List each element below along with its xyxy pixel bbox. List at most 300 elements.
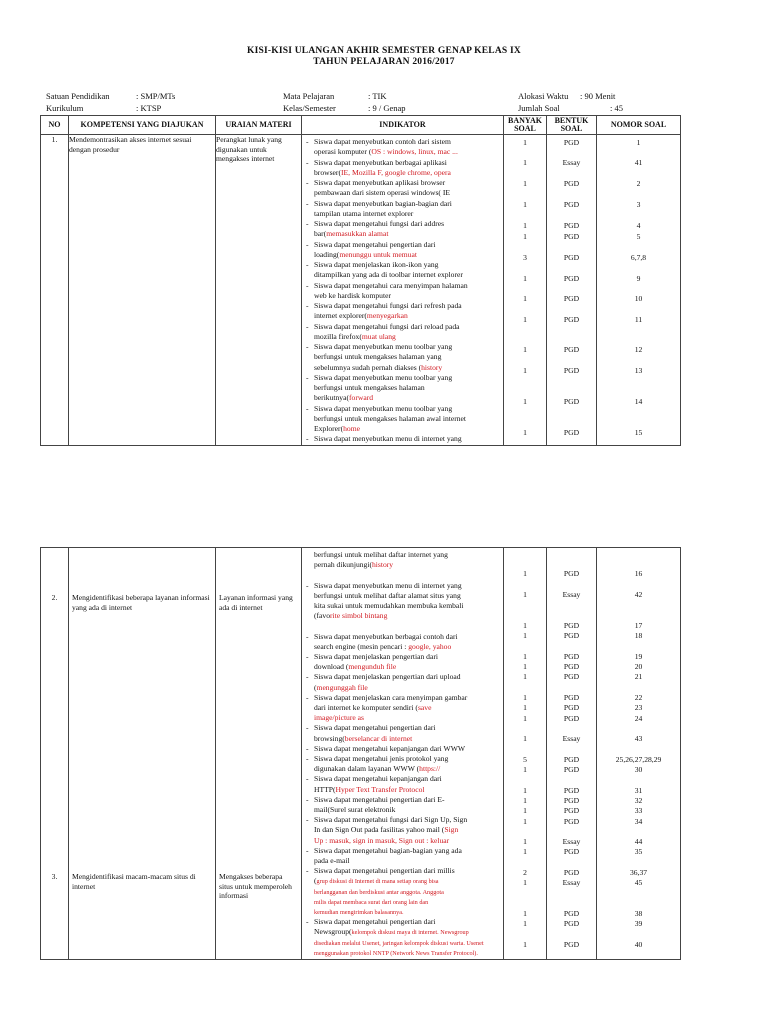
bentuk-soal-value: Essay	[562, 158, 581, 167]
bentuk-soal-value: PGD	[563, 868, 580, 877]
indicator-answer: grup diskusi di Internet di mana setiap orang bisa	[316, 878, 439, 886]
indicator-answer: OS : windows, linux, mac ...	[371, 147, 458, 157]
indicator-line	[304, 856, 501, 866]
indicator-text: (	[314, 876, 317, 886]
indicator-line	[304, 825, 501, 835]
indicator-line	[304, 137, 501, 147]
indicator-line	[304, 219, 501, 229]
nomor-soal-value: 38	[634, 909, 643, 918]
indicator-line	[304, 550, 501, 560]
indicator-line	[304, 322, 501, 332]
nomor-soal-value: 33	[634, 806, 643, 815]
nomor-soal-value: 15	[634, 428, 643, 437]
indicator-line	[304, 383, 501, 393]
row-materi-2: Layanan informasi yang ada di internet	[219, 593, 293, 612]
indicator-text: mail(Surel surat elektronik	[314, 805, 396, 814]
indicator-line	[304, 938, 501, 949]
nomor-soal-value: 41	[634, 158, 643, 167]
indicator-line	[304, 652, 501, 662]
indicator-text: browsing(	[314, 733, 345, 743]
indicator-text: pernah dikunjungi(	[314, 560, 372, 570]
bentuk-soal-value: PGD	[563, 817, 580, 826]
indicator-text: berikutnya(	[314, 393, 350, 403]
indicator-line	[304, 917, 501, 927]
bentuk-soal-value: PGD	[563, 755, 580, 764]
indicator-text: Siswa dapat menyebutkan menu di internet yang	[314, 434, 462, 444]
bentuk-soal-value: Essay	[562, 590, 581, 599]
meta-mapel-value: : TIK	[368, 91, 387, 101]
banyak-soal-value: 1	[523, 714, 527, 723]
indicator-text: Siswa dapat mengetahui bagian-bagian yang ada	[314, 845, 462, 855]
indicator-line	[304, 301, 501, 311]
bullet-dash: -	[306, 280, 309, 290]
bullet-dash: -	[306, 403, 309, 413]
bullet-dash: -	[306, 301, 309, 310]
indicator-line	[304, 774, 501, 784]
indicator-line	[304, 260, 501, 270]
header-banyak-soal: BANYAK SOAL	[504, 116, 547, 135]
banyak-soal-value: 1	[523, 909, 527, 918]
indicator-line	[304, 876, 501, 887]
indicator-text: sebelumnya sudah pernah diakses (	[314, 362, 422, 372]
bullet-dash: -	[306, 774, 309, 784]
indicator-answer: menunggu untuk memuat	[339, 249, 417, 259]
indicator-line	[304, 591, 501, 601]
bullet-dash: -	[306, 866, 309, 876]
indicator-text: Siswa dapat mengetahui pengertian dari	[314, 239, 436, 249]
bullet-dash: -	[306, 157, 309, 167]
nomor-soal-value: 30	[634, 765, 643, 774]
indicator-text: (	[314, 682, 317, 692]
nomor-soal-value: 22	[634, 693, 643, 702]
banyak-soal-value: 1	[523, 693, 527, 702]
kisi-table-page-1	[40, 115, 681, 446]
indicator-text: Siswa dapat mengetahui cara menyimpan halaman	[314, 280, 468, 290]
indicator-text: Newsgroup(	[314, 927, 352, 937]
bentuk-soal-value: PGD	[563, 253, 580, 262]
indicator-line	[304, 672, 501, 682]
meta-alokasi-value: : 90 Menit	[580, 91, 616, 101]
row-kompetensi-3: Mengidentifikasi macam-macam situs di internet	[72, 872, 196, 891]
banyak-soal-value: 3	[523, 253, 527, 262]
nomor-soal-value: 45	[634, 878, 643, 887]
indicator-line	[304, 342, 501, 352]
bullet-dash: -	[306, 754, 309, 763]
bullet-dash: -	[306, 743, 309, 753]
indicator-text: mozilla firefox(	[314, 331, 362, 341]
indicator-text: pembawaan dari sistem operasi windows( IE	[314, 188, 451, 198]
indicator-text: browser(	[314, 167, 341, 177]
bentuk-soal-value: PGD	[563, 786, 580, 795]
indicator-line	[304, 404, 501, 414]
row-no-3: 3.	[51, 872, 58, 881]
bentuk-soal-value: PGD	[563, 569, 580, 578]
table-row	[41, 135, 681, 446]
indicator-line	[304, 250, 501, 260]
banyak-soal-value: 1	[523, 569, 527, 578]
nomor-soal-value: 43	[634, 734, 643, 743]
banyak-soal-value: 1	[523, 837, 527, 846]
indicator-text: berfungsi untuk melihat daftar internet yang	[314, 550, 448, 559]
indicator-text: Siswa dapat mengetahui fungsi dari refresh pada	[314, 301, 462, 310]
bullet-dash: -	[306, 198, 309, 208]
bentuk-soal-value: PGD	[563, 796, 580, 805]
indicator-line	[304, 795, 501, 805]
bullet-dash: -	[306, 239, 309, 249]
meta-satuan-label: Satuan Pendidikan	[46, 91, 110, 101]
meta-kurikulum-label: Kurikulum	[46, 103, 84, 113]
indicator-answer: Sign	[444, 825, 459, 835]
bentuk-soal-value: PGD	[563, 652, 580, 661]
indicator-text: dari internet ke komputer sendiri (	[314, 703, 418, 712]
indicator-text: bar(	[314, 229, 327, 239]
bentuk-soal-value: PGD	[563, 366, 580, 375]
header-kompetensi: KOMPETENSI YANG DIAJUKAN	[69, 116, 216, 135]
banyak-soal-value: 1	[523, 345, 527, 354]
nomor-soal-value: 19	[634, 652, 643, 661]
indicator-line	[304, 897, 501, 908]
indicator-text: digunakan dalam layanan WWW (	[314, 764, 420, 774]
bullet-dash: -	[306, 434, 309, 444]
indicator-text: Siswa dapat menyebutkan menu di internet yang	[314, 580, 462, 590]
indicator-answer: mengunggah file	[316, 682, 368, 692]
bentuk-soal-value: PGD	[563, 232, 580, 241]
indicator-text: Siswa dapat menyebutkan menu toolbar yang	[314, 342, 453, 351]
banyak-soal-value: 1	[523, 765, 527, 774]
indicator-text: pada e-mail	[314, 856, 350, 865]
indicator-line	[304, 734, 501, 744]
banyak-soal-value: 1	[523, 672, 527, 681]
meta-jumlah-value: : 45	[610, 103, 623, 113]
indicator-line	[304, 846, 501, 856]
meta-satuan-value: : SMP/MTs	[136, 91, 176, 101]
indicator-line	[304, 158, 501, 168]
row-materi: Perangkat lunak yang digunakan untuk mengakses internet	[216, 135, 302, 446]
bentuk-soal-value: PGD	[563, 847, 580, 856]
indicator-line	[304, 927, 501, 938]
table-row	[41, 548, 681, 960]
bullet-dash: -	[306, 652, 309, 661]
indicator-text: Siswa dapat mengetahui pengertian dari	[314, 917, 436, 927]
nomor-soal-value: 18	[634, 631, 643, 640]
indicator-line	[304, 332, 501, 342]
banyak-soal-value: 1	[523, 294, 527, 303]
indicator-line	[304, 703, 501, 713]
indicator-text: internet explorer(	[314, 311, 367, 321]
bentuk-soal-value: PGD	[563, 200, 580, 209]
indicator-text: Explorer(	[314, 424, 344, 433]
indicator-line	[304, 434, 501, 444]
indicator-answer: memasukkan alamat	[326, 229, 389, 239]
banyak-soal-value: 1	[523, 652, 527, 661]
indicator-line	[304, 754, 501, 764]
header-bentuk-soal: BENTUK SOAL	[547, 116, 597, 135]
nomor-soal-value: 24	[634, 714, 643, 723]
bentuk-soal-value: PGD	[563, 221, 580, 230]
banyak-soal-value: 1	[523, 940, 527, 949]
nomor-soal-value: 20	[634, 662, 643, 671]
indicator-text: berfungsi untuk melihat daftar alamat situs yang	[314, 590, 461, 600]
indicator-line	[304, 414, 501, 424]
indicator-line	[304, 291, 501, 301]
meta-kelas-value: : 9 / Genap	[368, 103, 406, 113]
banyak-soal-value: 1	[523, 806, 527, 815]
indicator-line	[304, 887, 501, 898]
banyak-soal-value: 1	[523, 796, 527, 805]
indicator-answer: berselancar di internet	[344, 733, 413, 743]
indicator-line	[304, 188, 501, 198]
nomor-soal-value: 16	[634, 569, 643, 578]
indicator-line	[304, 311, 501, 321]
banyak-soal-value: 1	[523, 315, 527, 324]
bullet-dash: -	[306, 845, 309, 855]
banyak-soal-value: 1	[523, 221, 527, 230]
indicator-text: Siswa dapat mengetahui pengertian dari	[314, 723, 436, 733]
indicator-line	[304, 178, 501, 188]
nomor-soal-value: 23	[634, 703, 643, 712]
row-materi-3: Mengakses beberapa situs untuk memperoleh informasi	[219, 872, 292, 901]
indicator-text: Siswa dapat menyebutkan aplikasi browser	[314, 178, 446, 187]
bullet-dash: -	[306, 723, 309, 733]
indicator-text: Siswa dapat mengetahui fungsi dari Sign Up, Sign	[314, 815, 468, 825]
nomor-soal-value: 13	[634, 366, 643, 375]
indicator-answer: Up : masuk, sign in masuk, Sign out : keluar	[314, 835, 450, 845]
indicator-text: operasi komputer (	[314, 147, 372, 157]
indicator-line	[304, 199, 501, 209]
indicator-text: Siswa dapat mengetahui pengertian dari millis	[314, 866, 455, 876]
indicator-text: Siswa dapat menjelaskan pengertian dari	[314, 652, 438, 661]
indicator-text: ditampilkan yang ada di toolbar internet explorer	[314, 270, 463, 280]
indicator-text: download (	[314, 662, 349, 672]
indicator-text: tampilan utama internet explorer	[314, 208, 414, 218]
nomor-soal-value: 31	[634, 786, 643, 795]
bentuk-soal-value: PGD	[563, 294, 580, 303]
indicator-line	[304, 352, 501, 362]
document-title: KISI-KISI ULANGAN AKHIR SEMESTER GENAP KELAS IX	[247, 46, 521, 56]
indicator-answer: disediakan melalui Usenet, jaringan kelompok diskusi warta. Usenet	[314, 939, 484, 947]
nomor-soal-value: 36,37	[629, 868, 648, 877]
indicator-text: Siswa dapat menyebutkan berbagai contoh dari	[314, 631, 458, 641]
bentuk-soal-value: PGD	[563, 138, 580, 147]
indicator-text: Siswa dapat mengetahui kepanjangan dari	[314, 774, 442, 784]
meta-kurikulum-value: : KTSP	[136, 103, 162, 113]
bentuk-soal-value: PGD	[563, 806, 580, 815]
row-no-2: 2.	[51, 593, 58, 602]
banyak-soal-value: 2	[523, 868, 527, 877]
indicator-text: loading(	[314, 249, 340, 259]
bentuk-soal-value: PGD	[563, 693, 580, 702]
indicator-text: Siswa dapat mengetahui kepanjangan dari WWW	[314, 743, 466, 753]
bullet-dash: -	[306, 917, 309, 927]
bentuk-soal-value: PGD	[563, 940, 580, 949]
nomor-soal-value: 11	[634, 315, 643, 324]
indicator-line	[304, 393, 501, 403]
nomor-soal-value: 5	[636, 232, 641, 241]
document-subtitle: TAHUN PELAJARAN 2016/2017	[313, 57, 455, 67]
bullet-dash: -	[306, 178, 309, 187]
indicator-line	[304, 581, 501, 591]
bullet-dash: -	[306, 631, 309, 641]
indicator-answer: save	[417, 703, 432, 712]
indicator-answer: history	[421, 362, 443, 372]
indicator-line	[304, 601, 501, 611]
bullet-dash: -	[306, 321, 309, 331]
indicator-line	[304, 866, 501, 876]
indicator-line	[304, 785, 501, 795]
indicator-answer: home	[343, 424, 360, 433]
indicator-text: Siswa dapat menyebutkan berbagai aplikasi	[314, 157, 447, 167]
indicator-line	[304, 723, 501, 733]
kisi-table-page-2	[40, 547, 681, 960]
meta-mapel-label: Mata Pelajaran	[283, 91, 335, 101]
nomor-soal-value: 39	[634, 919, 643, 928]
indicator-text: kita sukai untuk memudahkan membuka kembali	[314, 601, 464, 610]
indicator-text: Siswa dapat mengetahui fungsi dari addres	[314, 219, 445, 228]
nomor-soal-value: 14	[634, 397, 643, 406]
indicator-text: HTTP(	[314, 784, 336, 794]
nomor-soal-value: 12	[634, 345, 643, 354]
indicator-line	[304, 270, 501, 280]
bentuk-soal-value: PGD	[563, 919, 580, 928]
indicator-answer: menyegarkan	[366, 311, 408, 321]
indicator-text: (favo	[314, 611, 331, 621]
indicator-line	[304, 713, 501, 723]
indicator-answer: Hyper Text Transfer Protocol	[335, 784, 425, 794]
header-indikator: INDIKATOR	[302, 116, 504, 135]
indicator-answer: menggunakan protokol NNTP (Network News Transfer Protocol).	[314, 949, 478, 957]
banyak-soal-value: 1	[523, 274, 527, 283]
bullet-dash: -	[306, 219, 309, 228]
bullet-dash: -	[306, 815, 309, 825]
nomor-soal-value: 9	[636, 274, 641, 283]
bullet-dash: -	[306, 672, 309, 682]
meta-alokasi-label: Alokasi Waktu	[518, 91, 569, 101]
indicator-line	[304, 281, 501, 291]
banyak-soal-value: 1	[523, 138, 527, 147]
indicator-answer: kelompok diskusi maya di internet. Newsgroup	[351, 929, 469, 937]
banyak-soal-value: 1	[523, 179, 527, 188]
indicator-text: berfungsi untuk mengakses halaman	[314, 383, 425, 392]
indicator-line	[304, 642, 501, 652]
nomor-soal-value: 2	[636, 179, 641, 188]
indicator-text: Siswa dapat mengetahui pengertian dari E-	[314, 794, 445, 804]
banyak-soal-value: 1	[523, 366, 527, 375]
banyak-soal-value: 1	[523, 232, 527, 241]
nomor-soal-value: 34	[634, 817, 643, 826]
indicator-text: Siswa dapat mengetahui jenis protokol yang	[314, 754, 449, 763]
indicator-text: search engine (mesin pencari :	[314, 641, 409, 651]
bentuk-soal-value: PGD	[563, 703, 580, 712]
nomor-soal-value: 44	[634, 837, 643, 846]
indicator-text: In dan Sign Out pada fasilitas yahoo mail (	[314, 825, 445, 835]
bentuk-soal-value: PGD	[563, 662, 580, 671]
nomor-soal-value: 3	[636, 200, 641, 209]
banyak-soal-value: 1	[523, 734, 527, 743]
banyak-soal-value: 1	[523, 200, 527, 209]
bentuk-soal-value: PGD	[563, 428, 580, 437]
bentuk-soal-value: Essay	[562, 734, 581, 743]
indicator-text: Siswa dapat mengetahui fungsi dari reload pada	[314, 321, 460, 331]
banyak-soal-value: 5	[523, 755, 527, 764]
indicator-line	[304, 815, 501, 825]
nomor-soal-value: 42	[634, 590, 643, 599]
indicator-line	[304, 147, 501, 157]
indicator-answer: kemudian mengirimkan balasannya.	[314, 909, 404, 916]
indicator-text: Siswa dapat menjelaskan cara menyimpan gambar	[314, 692, 468, 702]
bentuk-soal-value: PGD	[563, 621, 580, 630]
bentuk-soal-value: PGD	[563, 345, 580, 354]
indicator-line	[304, 907, 501, 918]
banyak-soal-value: 1	[523, 397, 527, 406]
indicator-line	[304, 662, 501, 672]
meta-kelas-label: Kelas/Semester	[283, 103, 336, 113]
indicator-text: Siswa dapat menyebutkan menu toolbar yang	[314, 403, 453, 413]
meta-jumlah-label: Jumlah Soal	[518, 103, 560, 113]
bentuk-soal-value: PGD	[563, 909, 580, 918]
indicator-line	[304, 209, 501, 219]
bentuk-soal-value: PGD	[563, 631, 580, 640]
indicator-line	[304, 560, 501, 570]
bullet-dash: -	[306, 342, 309, 351]
bentuk-soal-value: PGD	[563, 397, 580, 406]
indicator-line	[304, 424, 501, 434]
nomor-soal-value: 10	[634, 294, 643, 303]
row-kompetensi: Mendemontrasikan akses internet sesuai dengan prosedur	[69, 135, 216, 446]
bentuk-soal-value: PGD	[563, 179, 580, 188]
indicator-line	[304, 363, 501, 373]
indicator-line	[304, 632, 501, 642]
bullet-dash: -	[306, 580, 309, 590]
bullet-dash: -	[306, 692, 309, 702]
indicator-answer: muat ulang	[361, 331, 396, 341]
indicator-line	[304, 948, 501, 959]
bentuk-soal-value: PGD	[563, 765, 580, 774]
indicator-answer: forward	[349, 393, 374, 403]
banyak-soal-value: 1	[523, 590, 527, 599]
table-header-row	[41, 116, 681, 135]
indicator-text: web ke hardisk komputer	[314, 290, 391, 300]
header-nomor-soal: NOMOR SOAL	[597, 116, 681, 135]
nomor-soal-value: 6,7,8	[630, 253, 647, 262]
indicator-line	[304, 229, 501, 239]
row-kompetensi-2: Mengidentifikasi beberapa layanan informasi yang ada di internet	[72, 593, 210, 612]
banyak-soal-value: 1	[523, 847, 527, 856]
banyak-soal-value: 1	[523, 621, 527, 630]
indicator-answer: google, yahoo	[408, 641, 452, 651]
indicator-answer: berlangganan dan berdiskusi antar anggota. Anggota	[314, 888, 444, 896]
header-materi: URAIAN MATERI	[216, 116, 302, 135]
nomor-soal-value: 35	[634, 847, 643, 856]
indicator-line	[304, 744, 501, 754]
banyak-soal-value: 1	[523, 703, 527, 712]
banyak-soal-value: 1	[523, 662, 527, 671]
indicator-line	[304, 836, 501, 846]
indicator-line	[304, 611, 501, 621]
nomor-soal-value: 32	[634, 796, 643, 805]
indicator-line	[304, 764, 501, 774]
indicator-answer: rite simbol bintang	[330, 611, 388, 621]
indicator-line	[304, 240, 501, 250]
indicator-answer: mengunduh file	[348, 662, 397, 672]
bullet-dash: -	[306, 260, 309, 269]
indicator-text: Siswa dapat menyebutkan menu toolbar yang	[314, 372, 453, 382]
nomor-soal-value: 4	[636, 221, 641, 230]
bentuk-soal-value: Essay	[562, 837, 581, 846]
indicator-line	[304, 683, 501, 693]
indicator-text: Siswa dapat menjelaskan ikon-ikon yang	[314, 260, 439, 269]
banyak-soal-value: 1	[523, 428, 527, 437]
indicator-line	[304, 805, 501, 815]
